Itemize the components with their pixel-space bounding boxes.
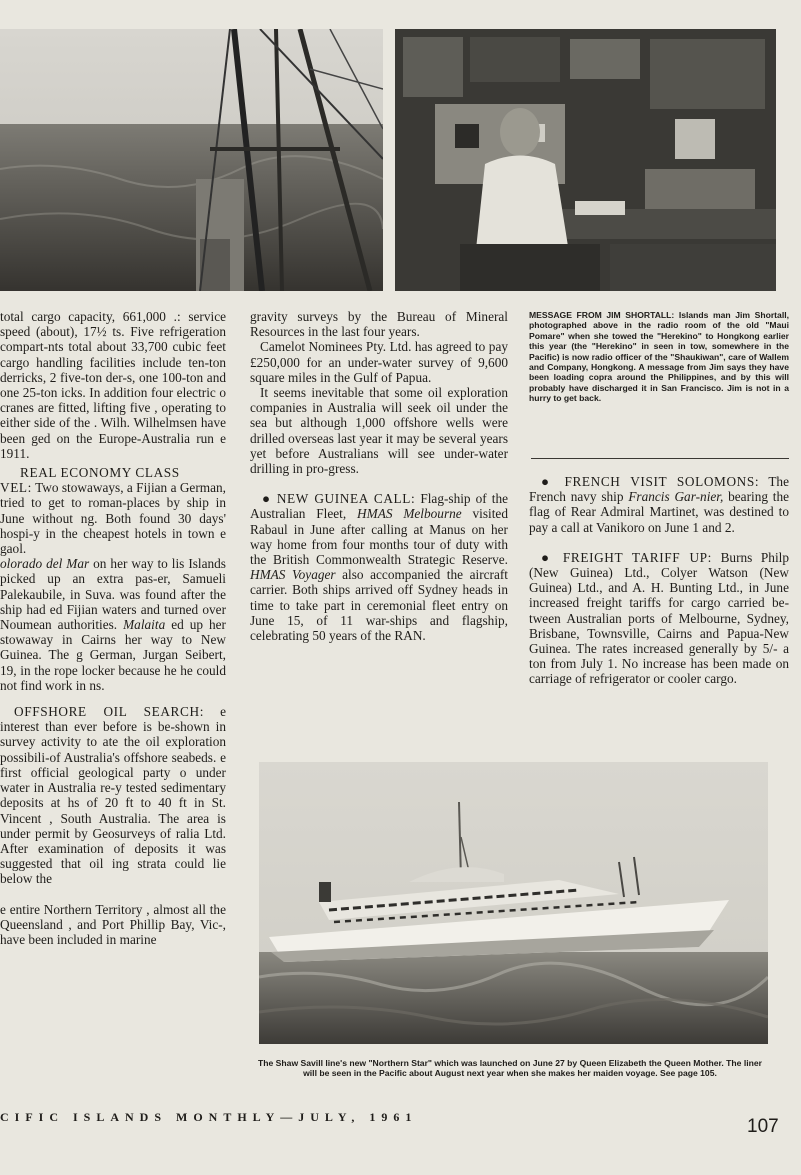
cargo-paragraph: total cargo capacity, 661,000 .: service speed (about), 17½ ts. Five refrigeration compart-nts total about 33,700 cubic feet cargo handling facilities include ten-ton derricks, 2 five-ton der-s, one 100-ton and one 25-ton icks. In addition four electric o cranes are fitted, lifting five , operating to either side of the . Wilh. Wilhelmsen have been ged on the Europe-Australia run e 1911. xyxy=(0,309,226,461)
freight-tariff-item: ● FREIGHT TARIFF UP: Burns Philp (New Guinea) Ltd., Colyer Watson (New Guinea) Ltd., and A. H. Bunting Ltd., in June increased freight tariffs for cargo carried be-tween Australian ports of Melbourne, Sydney, Brisbane, Townsville, Cairns and Papua-New Guinea. The rates increased generally by 5/- a ton from July 1. No increase has been made on carriage of refrigerator or cooler cargo. xyxy=(529,549,789,687)
offshore-oil-item: OFFSHORE OIL SEARCH: e interest than ever before is be-shown in survey activity to ate the oil exploration possibili-of Australia's offshore seabeds. e first official geological party o under water in Australia re-y tested sedimentary deposits at hs of 20 ft to 40 ft in St. Vincent , South Australia. The area is under permit by Geosurveys of ralia Ltd. After examination of deposits it was suggested that oil ing strata could lie below the xyxy=(0,704,227,887)
economy-class-heading: REAL ECONOMY CLASS xyxy=(20,465,180,481)
caption-text: Islands man Jim Shortall, photographed above in the radio room of the old "Maui Pomare" when she towed the "Herekino" to Hongkong earlier this year (the "Herekino" in seen in tow, somewhere in the Pacific) is now radio officer of the "Shaukiwan", care of Wallem and Company, Hongkong. A message from Jim says they have been loading copra around the Philippines, and by this will probably have discharged it in San Francisco. Jim is not in a hurry to get back. xyxy=(529,310,789,404)
ship-photo-caption: The Shaw Savill line's new "Northern Star" which was launched on June 27 by Queen Elizabeth the Queen Mother. The liner will be seen in the Pacific about August next year when she makes her maiden voyage. See page 105. xyxy=(258,1058,762,1079)
column-left: total cargo capacity, 661,000 .: service speed (about), 17½ ts. Five refrigeration compart-nts total about 33,700 cubic feet cargo handling facilities include ten-ton derricks, 2 five-ton der-s, one 100-ton and one 25-ton icks. In addition four electric o cranes are fitted, lifting five , operating to either side of the . Wilh. Wilhelmsen have been ged on the Europe-Australia run e 1911. REAL ECONOMY CLASS VEL: Two stowaways, a Fijian a German, tried to get to roman-places by ship in June without ng. Both found 30 days' hospi-y in the cheapest hotels in town e gaol. olorado del Mar on her way to lis Islands picked up an extra pas-er, Samueli Palekaubile, in Suva. was found after the ship had ed Fijian waters and turned over Noumean authorities. Malaita ed up her stowaway in Cairns her way to New Guinea. The g German, Jurgan Seibert, 19, in the rope locker because he he could not find work in ns. OFFSHORE OIL SEARCH: e interest than ever before is be-shown in survey activity to ate the oil exploration possibili-of Australia's offshore seabeds. e first official geological party o under water in Australia re-y tested sedimentary deposits at hs of 20 ft to 40 ft in St. Vincent , South Australia. The area is under permit by Geosurveys of ralia Ltd. After examination of deposits it was suggested that oil ing strata could lie below the e entire Northern Territory , almost all the Queensland , and Port Phillip Bay, Vic-, have been included in marine xyxy=(0,309,227,947)
french-visit-heading: FRENCH VISIT SOLOMONS: xyxy=(564,474,760,489)
oil-exploration-paragraph: It seems inevitable that some oil exploration companies in Australia will seek oil under the sea but although 1,000 offshore wells were drilled overseas last year it may be several years yet before Australians will see under-water drilling in pro-gress. xyxy=(250,385,508,477)
french-visit-item: ● FRENCH VISIT SOLOMONS: The French navy ship Francis Gar-nier, bearing the flag of Rear Admiral Martinet, was destined to pay a call at Vanikoro on June 1 and 2. xyxy=(529,474,790,535)
ship-name: HMAS Melbourne xyxy=(357,506,462,522)
page-number: 107 xyxy=(747,1116,779,1137)
bullet-icon: ● xyxy=(262,491,272,507)
column-right xyxy=(529,474,789,687)
rigging-photo xyxy=(0,29,383,291)
ship-name: Francis Gar-nier, xyxy=(628,489,724,505)
running-title: CIFIC ISLANDS MONTHLY—JULY, 1961 xyxy=(0,1110,418,1124)
ship-name: HMAS Voyager xyxy=(250,567,336,583)
economy-class-item: REAL ECONOMY CLASS VEL: Two stowaways, a Fijian a German, tried to get to roman-places by ship in June without ng. Both found 30 days' hospi-y in the cheapest hotels in town e gaol. xyxy=(0,465,226,557)
column-middle xyxy=(250,309,508,643)
section-divider xyxy=(531,458,789,459)
radio-room-photo xyxy=(395,29,776,291)
bullet-icon: ● xyxy=(541,474,556,489)
camelot-paragraph: Camelot Nominees Pty. Ltd. has agreed to pay £250,000 for an under-water survey of 9,600 square miles in the Gulf of Papua. xyxy=(250,339,508,385)
northern-star-ship-photo xyxy=(259,762,768,1044)
offshore-oil-heading: OFFSHORE OIL SEARCH: xyxy=(14,704,204,720)
freight-tariff-heading: FREIGHT TARIFF UP: xyxy=(562,549,712,565)
ship-name: Malaita xyxy=(123,617,166,633)
gravity-survey-paragraph: gravity surveys by the Bureau of Mineral Resources in the last four years. xyxy=(250,309,508,340)
bullet-icon: ● xyxy=(541,549,555,565)
new-guinea-item: ● NEW GUINEA CALL: Flag-ship of the Australian Fleet, HMAS Melbourne visited Rabaul in June after calling at Manus on her way home from four months tour of duty with the British Commonwealth Strategic Reserve. HMAS Voyager also accompanied the aircraft carrier. Both ships arrived off Sydney heads in time to take part in ceremonial fleet entry on June 15, of 11 war-ships and flagship, celebrating 50 years of the RAN. xyxy=(250,491,509,644)
ship-name: olorado del Mar xyxy=(0,556,90,572)
new-guinea-heading: NEW GUINEA CALL: xyxy=(276,491,416,507)
marine-survey-paragraph: e entire Northern Territory , almost all the Queensland , and Port Phillip Bay, Vic-, have been included in marine xyxy=(0,901,226,947)
caption-title: MESSAGE FROM JIM SHORTALL: xyxy=(529,310,675,320)
radio-photo-caption xyxy=(529,310,789,404)
economy-class-heading-lead: VEL: xyxy=(0,480,32,496)
